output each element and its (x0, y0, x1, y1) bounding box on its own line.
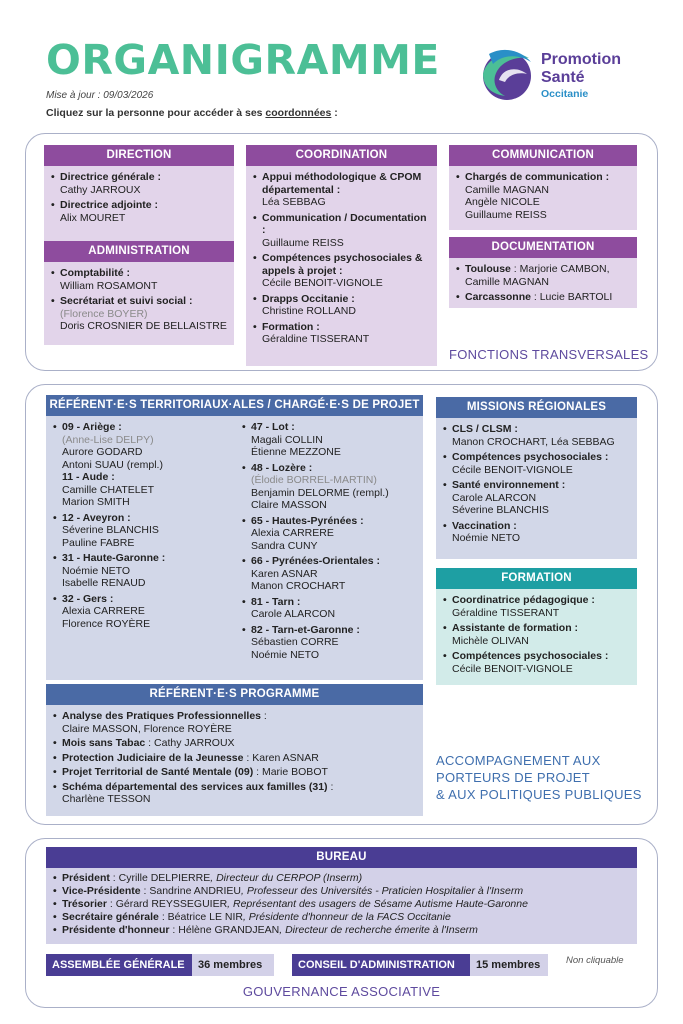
documentation-item[interactable]: • Toulouse : Marjorie CAMBON, Camille MAGNAN (456, 263, 630, 288)
territory-item[interactable]: • 31 - Haute-Garonne : Noémie NETO Isabelle RENAUD (53, 552, 233, 590)
formation-item[interactable]: • Assistante de formation : Michèle OLIVAN (443, 622, 630, 647)
box-documentation (449, 237, 637, 308)
coordination-header: COORDINATION (246, 145, 437, 166)
coordination-item[interactable]: • Compétences psychosociales & appels à projet : Cécile BENOIT-VIGNOLE (253, 252, 430, 290)
section-label-gouvernance: GOUVERNANCE ASSOCIATIVE (242, 984, 441, 999)
documentation-header: DOCUMENTATION (449, 237, 637, 258)
documentation-item[interactable]: • Carcassonne : Lucie BARTOLI (456, 291, 630, 304)
coordination-item[interactable]: • Communication / Documentation : Guillaume REISS (253, 212, 430, 250)
conseil-administration-count: 15 membres (470, 954, 548, 976)
referents-territoriaux-header: RÉFÉRENT·E·S TERRITORIAUX·ALES / CHARGÉ·E·S DE PROJET (46, 395, 423, 416)
territory-item[interactable]: • 65 - Hautes-Pyrénées : Alexia CARRERE Sandra CUNY (242, 515, 420, 553)
conseil-administration-label: CONSEIL D'ADMINISTRATION (292, 954, 470, 976)
referents-left-column (53, 421, 233, 633)
box-formation (436, 568, 637, 685)
box-bureau (46, 847, 637, 944)
box-direction (44, 145, 234, 249)
bureau-item[interactable]: • Secrétaire générale : Béatrice LE NIR, Présidente d'honneur de la FACS Occitanie (53, 911, 630, 924)
programme-item[interactable]: • Analyse des Pratiques Professionnelles : Claire MASSON, Florence ROYÈRE (53, 710, 416, 735)
assemblee-generale-label: ASSEMBLÉE GÉNÉRALE (46, 954, 192, 976)
territory-item[interactable]: • 81 - Tarn : Carole ALARCON (242, 596, 420, 621)
coordination-item[interactable]: • Appui méthodologique & CPOM départemental : Léa SEBBAG (253, 171, 430, 209)
communication-header: COMMUNICATION (449, 145, 637, 166)
bureau-item[interactable]: • Président : Cyrille DELPIERRE, Directeur du CERPOP (Inserm) (53, 872, 630, 885)
territory-item[interactable]: • 82 - Tarn-et-Garonne : Sébastien CORRE Noémie NETO (242, 624, 420, 662)
section-label-accompagnement: ACCOMPAGNEMENT AUX PORTEURS DE PROJET & AUX POLITIQUES PUBLIQUES (436, 753, 642, 802)
instruction-text: Cliquez sur la personne pour accéder à ses coordonnées : (46, 107, 338, 119)
logo-swirl-icon (475, 44, 535, 104)
box-referents-programme (46, 684, 423, 816)
territory-item[interactable]: • 66 - Pyrénées-Orientales : Karen ASNAR Manon CROCHART (242, 555, 420, 593)
territory-item[interactable]: • 32 - Gers : Alexia CARRERE Florence ROYÈRE (53, 593, 233, 631)
box-coordination (246, 145, 437, 366)
mission-item[interactable]: • Santé environnement : Carole ALARCON Séverine BLANCHIS (443, 479, 630, 517)
territory-item[interactable]: • 47 - Lot : Magali COLLIN Étienne MEZZONE (242, 421, 420, 459)
missions-regionales-header: MISSIONS RÉGIONALES (436, 397, 637, 418)
territory-item[interactable]: • 12 - Aveyron : Séverine BLANCHIS Pauline FABRE (53, 512, 233, 550)
programme-item[interactable]: • Schéma départemental des services aux familles (31) : Charlène TESSON (53, 781, 416, 806)
formation-item[interactable]: • Compétences psychosociales : Cécile BENOIT-VIGNOLE (443, 650, 630, 675)
bureau-item[interactable]: • Trésorier : Gérard REYSSEGUIER, Représentant des usagers de Sésame Autisme Haute-Garonne (53, 898, 630, 911)
referents-right-column (242, 421, 420, 664)
coordination-item[interactable]: • Drapps Occitanie : Christine ROLLAND (253, 293, 430, 318)
communication-item[interactable]: • Chargés de communication : Camille MAGNAN Angèle NICOLE Guillaume REISS (456, 171, 630, 221)
promotion-sante-logo (475, 44, 645, 104)
administration-header: ADMINISTRATION (44, 241, 234, 262)
bureau-item[interactable]: • Présidente d'honneur : Hélène GRANDJEAN, Directeur de recherche émerite à l'Inserm (53, 924, 630, 937)
direction-header: DIRECTION (44, 145, 234, 166)
territory-item[interactable]: • 09 - Ariège : (Anne-Lise DELPY) Aurore GODARD Antoni SUAU (rempl.) 11 - Aude : Camille CHATELET Marion SMITH (53, 421, 233, 509)
section-label-transversales: FONCTIONS TRANSVERSALES (449, 347, 649, 362)
logo-text-promotion: Promotion (541, 51, 621, 68)
box-communication (449, 145, 637, 230)
formation-item[interactable]: • Coordinatrice pédagogique : Géraldine TISSERANT (443, 594, 630, 619)
formation-header: FORMATION (436, 568, 637, 589)
logo-text-occitanie: Occitanie (541, 88, 589, 100)
box-referents-territoriaux (46, 395, 423, 680)
box-administration (44, 241, 234, 345)
administration-item[interactable]: • Secrétariat et suivi social : (Florence BOYER) Doris CROSNIER DE BELLAISTRE (51, 295, 227, 333)
programme-item[interactable]: • Protection Judiciaire de la Jeunesse : Karen ASNAR (53, 752, 416, 765)
programme-item[interactable]: • Mois sans Tabac : Cathy JARROUX (53, 737, 416, 750)
programme-item[interactable]: • Projet Territorial de Santé Mentale (09) : Marie BOBOT (53, 766, 416, 779)
mission-item[interactable]: • Vaccination : Noémie NETO (443, 520, 630, 545)
page-title: ORGANIGRAMME (46, 36, 440, 84)
administration-item[interactable]: • Comptabilité : William ROSAMONT (51, 267, 227, 292)
box-missions-regionales (436, 397, 637, 559)
logo-text-sante: Santé (541, 69, 585, 86)
coordination-item[interactable]: • Formation : Géraldine TISSERANT (253, 321, 430, 346)
mission-item[interactable]: • Compétences psychosociales : Cécile BENOIT-VIGNOLE (443, 451, 630, 476)
non-cliquable-note: Non cliquable (566, 955, 624, 966)
mission-item[interactable]: • CLS / CLSM : Manon CROCHART, Léa SEBBAG (443, 423, 630, 448)
bureau-header: BUREAU (46, 847, 637, 868)
bureau-item[interactable]: • Vice-Présidente : Sandrine ANDRIEU, Professeur des Universités - Praticien Hospitalier à l'Inserm (53, 885, 630, 898)
direction-item[interactable]: • Directrice adjointe : Alix MOURET (51, 199, 227, 224)
referents-programme-header: RÉFÉRENT·E·S PROGRAMME (46, 684, 423, 705)
direction-item[interactable]: • Directrice générale : Cathy JARROUX (51, 171, 227, 196)
assemblee-generale-count: 36 membres (192, 954, 274, 976)
update-date: Mise à jour : 09/03/2026 (46, 90, 154, 101)
territory-item[interactable]: • 48 - Lozère : (Élodie BORREL-MARTIN) Benjamin DELORME (rempl.) Claire MASSON (242, 462, 420, 512)
